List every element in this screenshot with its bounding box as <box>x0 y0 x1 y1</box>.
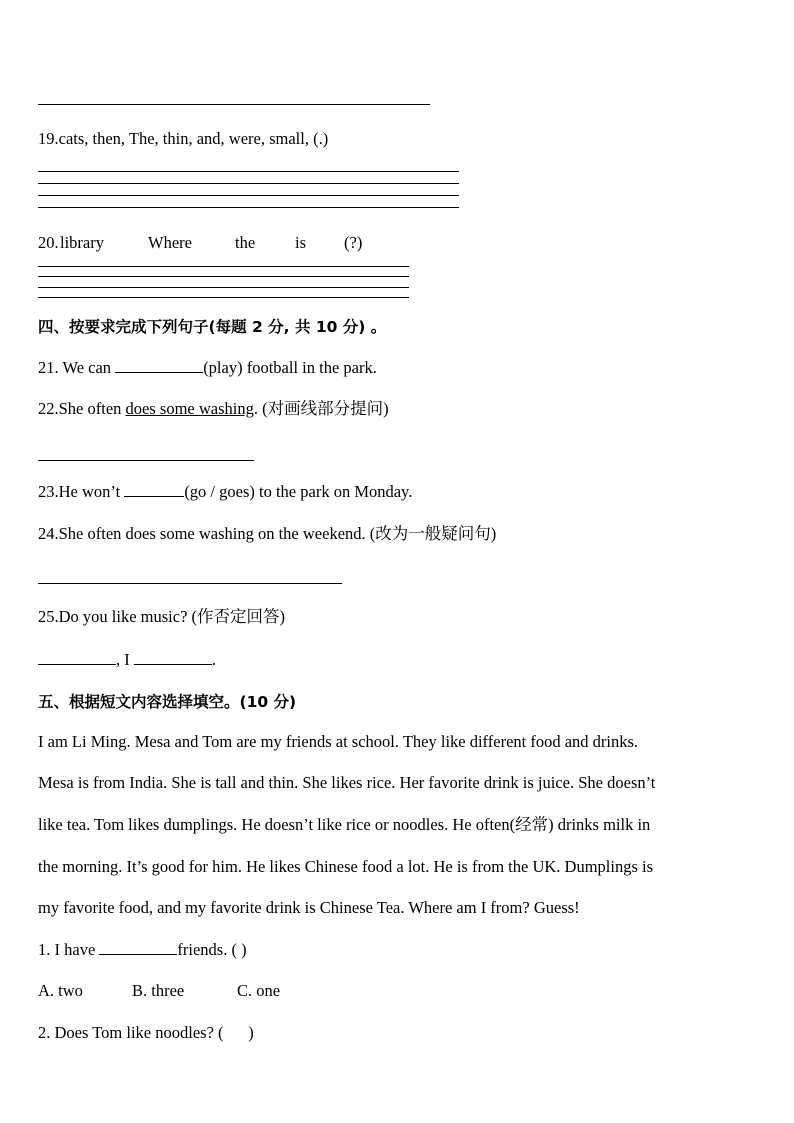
section-4-heading: 四、按要求完成下列句子(每题 2 分, 共 10 分) 。 <box>38 318 387 336</box>
question-24-text: She often does some washing on the weekend. (改为一般疑问句) <box>58 524 497 543</box>
question-24-number: 24. <box>38 524 59 543</box>
question-25-number: 25. <box>38 607 59 626</box>
question-21-number: 21. <box>38 358 59 377</box>
question-20-word-3: the <box>235 233 256 252</box>
answer-line-19-2[interactable] <box>38 183 459 184</box>
question-21-text-before: We can <box>58 358 116 377</box>
question-20-word-2: Where <box>148 233 192 252</box>
question-20-word-1: library <box>60 233 104 252</box>
question-23-blank[interactable] <box>124 482 184 497</box>
mc-question-1-option-b[interactable]: B. three <box>132 981 185 1000</box>
mc-question-1-text-after: friends. ( ) <box>177 940 247 959</box>
answer-line-19-4[interactable] <box>38 207 459 208</box>
question-21-blank[interactable] <box>115 358 203 373</box>
question-23 <box>38 482 412 502</box>
answer-line-20-1[interactable] <box>38 266 409 267</box>
answer-line-22[interactable] <box>38 460 254 461</box>
question-19 <box>38 129 328 149</box>
question-23-text-before: He won’t <box>58 482 125 501</box>
question-23-number: 23. <box>38 482 59 501</box>
answer-line-18[interactable] <box>38 104 430 105</box>
question-25-answer-end: . <box>211 650 216 669</box>
question-22-text-before: She often <box>58 399 126 418</box>
question-21 <box>38 358 377 378</box>
answer-line-19-1[interactable] <box>38 171 459 172</box>
question-21-text-after: (play) football in the park. <box>203 358 377 377</box>
mc-question-1-option-a[interactable]: A. two <box>38 981 83 1000</box>
section-5-heading: 五、根据短文内容选择填空。(10 分) <box>38 693 297 711</box>
question-25-text: Do you like music? (作否定回答) <box>58 607 286 626</box>
answer-line-19-3[interactable] <box>38 195 459 196</box>
question-20-number: 20. <box>38 233 59 252</box>
question-22-text-after: . (对画线部分提问) <box>253 399 389 418</box>
question-20-word-5: (?) <box>344 233 363 252</box>
question-25-answer-mid: , I <box>116 650 134 669</box>
mc-question-2: 2. Does Tom like noodles? ( ) <box>38 1023 254 1042</box>
question-22 <box>38 399 389 419</box>
passage-line-3: like tea. Tom likes dumplings. He doesn’t like rice or noodles. He often(经常) drinks milk in <box>38 815 651 834</box>
question-22-number: 22. <box>38 399 59 418</box>
question-20-word-4: is <box>295 233 307 252</box>
question-25-answer <box>38 650 216 670</box>
passage-line-5: my favorite food, and my favorite drink is Chinese Tea. Where am I from? Guess! <box>38 898 580 917</box>
answer-line-20-4[interactable] <box>38 297 409 298</box>
answer-line-20-3[interactable] <box>38 287 409 288</box>
passage-line-4: the morning. It’s good for him. He likes Chinese food a lot. He is from the UK. Dumplings is <box>38 857 654 876</box>
question-25 <box>38 607 285 627</box>
answer-line-24[interactable] <box>38 583 342 584</box>
mc-question-1 <box>38 940 247 960</box>
question-19-words: cats, then, The, thin, and, were, small, (.) <box>58 129 329 148</box>
mc-question-1-option-c[interactable]: C. one <box>237 981 281 1000</box>
passage-line-1: I am Li Ming. Mesa and Tom are my friends at school. They like different food and drinks. <box>38 732 639 751</box>
question-25-blank-1[interactable] <box>38 650 116 665</box>
mc-question-1-blank[interactable] <box>99 940 177 955</box>
mc-question-1-text-before: 1. I have <box>38 940 100 959</box>
question-25-blank-2[interactable] <box>134 650 212 665</box>
passage-line-2: Mesa is from India. She is tall and thin. She likes rice. Her favorite drink is juice. She doesn’t <box>38 773 656 792</box>
question-19-number: 19. <box>38 129 59 148</box>
question-23-text-after: (go / goes) to the park on Monday. <box>184 482 413 501</box>
question-24 <box>38 524 496 544</box>
question-22-underlined-phrase: does some washing <box>125 399 254 418</box>
answer-line-20-2[interactable] <box>38 276 409 277</box>
